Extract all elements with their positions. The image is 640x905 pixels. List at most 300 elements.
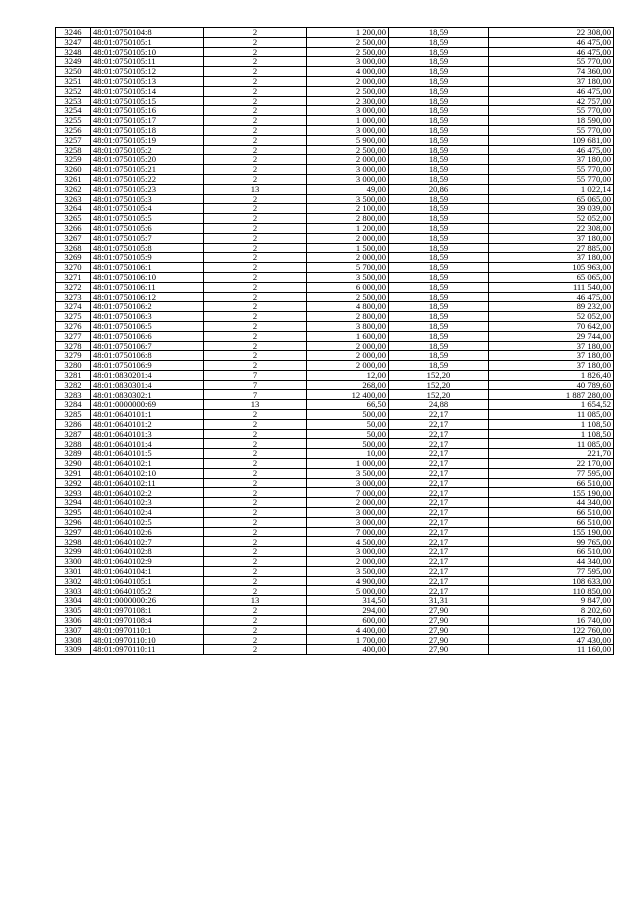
rate-cell: 18,59 bbox=[389, 361, 489, 371]
row-number-cell: 3297 bbox=[56, 527, 91, 537]
area-cell: 3 500,00 bbox=[307, 272, 389, 282]
rate-cell: 18,59 bbox=[389, 272, 489, 282]
row-number-cell: 3301 bbox=[56, 566, 91, 576]
value-cell: 1 108,50 bbox=[489, 429, 614, 439]
cadastral-number-cell: 48:01:0750105:17 bbox=[91, 116, 204, 126]
value-cell: 37 180,00 bbox=[489, 155, 614, 165]
cadastral-number-cell: 48:01:0750106:3 bbox=[91, 312, 204, 322]
category-code-cell: 2 bbox=[204, 214, 307, 224]
row-number-cell: 3291 bbox=[56, 468, 91, 478]
rate-cell: 18,59 bbox=[389, 28, 489, 38]
cadastral-number-cell: 48:01:0750105:6 bbox=[91, 223, 204, 233]
table-row bbox=[56, 498, 614, 508]
row-number-cell: 3309 bbox=[56, 645, 91, 655]
table-row bbox=[56, 272, 614, 282]
table-row bbox=[56, 508, 614, 518]
area-cell: 12,00 bbox=[307, 370, 389, 380]
table-row bbox=[56, 204, 614, 214]
rate-cell: 18,59 bbox=[389, 263, 489, 273]
rate-cell: 22,17 bbox=[389, 508, 489, 518]
cadastral-number-cell: 48:01:0640101:5 bbox=[91, 449, 204, 459]
cadastral-number-cell: 48:01:0640102:11 bbox=[91, 478, 204, 488]
row-number-cell: 3259 bbox=[56, 155, 91, 165]
category-code-cell: 2 bbox=[204, 429, 307, 439]
row-number-cell: 3264 bbox=[56, 204, 91, 214]
row-number-cell: 3260 bbox=[56, 165, 91, 175]
category-code-cell: 2 bbox=[204, 272, 307, 282]
rate-cell: 18,59 bbox=[389, 204, 489, 214]
cadastral-number-cell: 48:01:0750105:22 bbox=[91, 174, 204, 184]
table-row bbox=[56, 517, 614, 527]
area-cell: 3 500,00 bbox=[307, 468, 389, 478]
row-number-cell: 3255 bbox=[56, 116, 91, 126]
cadastral-number-cell: 48:01:0750106:6 bbox=[91, 331, 204, 341]
cadastral-number-cell: 48:01:0640102:4 bbox=[91, 508, 204, 518]
value-cell: 9 847,00 bbox=[489, 596, 614, 606]
row-number-cell: 3256 bbox=[56, 125, 91, 135]
value-cell: 1 826,40 bbox=[489, 370, 614, 380]
area-cell: 294,00 bbox=[307, 606, 389, 616]
rate-cell: 18,59 bbox=[389, 214, 489, 224]
value-cell: 155 190,00 bbox=[489, 527, 614, 537]
area-cell: 2 300,00 bbox=[307, 96, 389, 106]
rate-cell: 22,17 bbox=[389, 586, 489, 596]
rate-cell: 22,17 bbox=[389, 498, 489, 508]
row-number-cell: 3273 bbox=[56, 292, 91, 302]
category-code-cell: 2 bbox=[204, 331, 307, 341]
category-code-cell: 2 bbox=[204, 547, 307, 557]
area-cell: 1 000,00 bbox=[307, 116, 389, 126]
value-cell: 37 180,00 bbox=[489, 253, 614, 263]
table-row bbox=[56, 263, 614, 273]
cadastral-number-cell: 48:01:0830302:1 bbox=[91, 390, 204, 400]
table-row bbox=[56, 116, 614, 126]
table-row bbox=[56, 76, 614, 86]
value-cell: 16 740,00 bbox=[489, 615, 614, 625]
rate-cell: 18,59 bbox=[389, 233, 489, 243]
row-number-cell: 3276 bbox=[56, 321, 91, 331]
category-code-cell: 2 bbox=[204, 449, 307, 459]
table-body bbox=[56, 28, 614, 655]
table-row bbox=[56, 312, 614, 322]
value-cell: 55 770,00 bbox=[489, 165, 614, 175]
value-cell: 46 475,00 bbox=[489, 37, 614, 47]
table-row bbox=[56, 547, 614, 557]
rate-cell: 18,59 bbox=[389, 243, 489, 253]
area-cell: 49,00 bbox=[307, 184, 389, 194]
table-row bbox=[56, 370, 614, 380]
area-cell: 2 000,00 bbox=[307, 233, 389, 243]
area-cell: 1 600,00 bbox=[307, 331, 389, 341]
table-row bbox=[56, 47, 614, 57]
area-cell: 50,00 bbox=[307, 419, 389, 429]
table-row bbox=[56, 233, 614, 243]
table-row bbox=[56, 253, 614, 263]
category-code-cell: 2 bbox=[204, 508, 307, 518]
row-number-cell: 3286 bbox=[56, 419, 91, 429]
rate-cell: 22,17 bbox=[389, 478, 489, 488]
value-cell: 52 052,00 bbox=[489, 214, 614, 224]
table-row bbox=[56, 488, 614, 498]
rate-cell: 18,59 bbox=[389, 312, 489, 322]
area-cell: 2 800,00 bbox=[307, 312, 389, 322]
category-code-cell: 2 bbox=[204, 321, 307, 331]
category-code-cell: 2 bbox=[204, 419, 307, 429]
table-row bbox=[56, 37, 614, 47]
value-cell: 65 065,00 bbox=[489, 272, 614, 282]
area-cell: 4 500,00 bbox=[307, 537, 389, 547]
row-number-cell: 3265 bbox=[56, 214, 91, 224]
category-code-cell: 2 bbox=[204, 439, 307, 449]
row-number-cell: 3282 bbox=[56, 380, 91, 390]
area-cell: 2 500,00 bbox=[307, 145, 389, 155]
value-cell: 29 744,00 bbox=[489, 331, 614, 341]
category-code-cell: 2 bbox=[204, 498, 307, 508]
row-number-cell: 3306 bbox=[56, 615, 91, 625]
cadastral-number-cell: 48:01:0970110:1 bbox=[91, 625, 204, 635]
category-code-cell: 2 bbox=[204, 263, 307, 273]
category-code-cell: 13 bbox=[204, 184, 307, 194]
area-cell: 2 500,00 bbox=[307, 292, 389, 302]
category-code-cell: 2 bbox=[204, 155, 307, 165]
cadastral-number-cell: 48:01:0640101:3 bbox=[91, 429, 204, 439]
category-code-cell: 13 bbox=[204, 400, 307, 410]
area-cell: 3 000,00 bbox=[307, 478, 389, 488]
cadastral-number-cell: 48:01:0750105:7 bbox=[91, 233, 204, 243]
table-row bbox=[56, 410, 614, 420]
table-row bbox=[56, 380, 614, 390]
area-cell: 3 000,00 bbox=[307, 165, 389, 175]
area-cell: 1 000,00 bbox=[307, 459, 389, 469]
row-number-cell: 3258 bbox=[56, 145, 91, 155]
cadastral-number-cell: 48:01:0750105:12 bbox=[91, 67, 204, 77]
cadastral-number-cell: 48:01:0000000:26 bbox=[91, 596, 204, 606]
rate-cell: 18,59 bbox=[389, 165, 489, 175]
category-code-cell: 2 bbox=[204, 566, 307, 576]
cadastral-number-cell: 48:01:0750106:9 bbox=[91, 361, 204, 371]
row-number-cell: 3289 bbox=[56, 449, 91, 459]
row-number-cell: 3293 bbox=[56, 488, 91, 498]
table-row bbox=[56, 586, 614, 596]
cadastral-number-cell: 48:01:0750105:18 bbox=[91, 125, 204, 135]
row-number-cell: 3279 bbox=[56, 351, 91, 361]
category-code-cell: 2 bbox=[204, 635, 307, 645]
area-cell: 268,00 bbox=[307, 380, 389, 390]
area-cell: 1 500,00 bbox=[307, 243, 389, 253]
value-cell: 46 475,00 bbox=[489, 292, 614, 302]
cadastral-number-cell: 48:01:0640102:5 bbox=[91, 517, 204, 527]
category-code-cell: 2 bbox=[204, 645, 307, 655]
value-cell: 1 654,52 bbox=[489, 400, 614, 410]
value-cell: 47 430,00 bbox=[489, 635, 614, 645]
area-cell: 3 000,00 bbox=[307, 106, 389, 116]
cadastral-number-cell: 48:01:0750106:11 bbox=[91, 282, 204, 292]
rate-cell: 22,17 bbox=[389, 517, 489, 527]
rate-cell: 18,59 bbox=[389, 47, 489, 57]
category-code-cell: 2 bbox=[204, 47, 307, 57]
category-code-cell: 2 bbox=[204, 488, 307, 498]
cadastral-number-cell: 48:01:0640102:3 bbox=[91, 498, 204, 508]
area-cell: 3 000,00 bbox=[307, 125, 389, 135]
category-code-cell: 2 bbox=[204, 233, 307, 243]
row-number-cell: 3270 bbox=[56, 263, 91, 273]
category-code-cell: 2 bbox=[204, 96, 307, 106]
category-code-cell: 2 bbox=[204, 361, 307, 371]
cadastral-number-cell: 48:01:0750105:15 bbox=[91, 96, 204, 106]
area-cell: 600,00 bbox=[307, 615, 389, 625]
cadastral-number-cell: 48:01:0830201:4 bbox=[91, 370, 204, 380]
table-row bbox=[56, 67, 614, 77]
area-cell: 7 000,00 bbox=[307, 488, 389, 498]
table-row bbox=[56, 537, 614, 547]
cadastral-number-cell: 48:01:0640101:2 bbox=[91, 419, 204, 429]
rate-cell: 22,17 bbox=[389, 429, 489, 439]
table-row bbox=[56, 28, 614, 38]
area-cell: 3 500,00 bbox=[307, 566, 389, 576]
area-cell: 4 800,00 bbox=[307, 302, 389, 312]
category-code-cell: 13 bbox=[204, 596, 307, 606]
value-cell: 55 770,00 bbox=[489, 106, 614, 116]
rate-cell: 22,17 bbox=[389, 468, 489, 478]
rate-cell: 18,59 bbox=[389, 292, 489, 302]
cadastral-number-cell: 48:01:0640101:4 bbox=[91, 439, 204, 449]
value-cell: 77 595,00 bbox=[489, 566, 614, 576]
cadastral-number-cell: 48:01:0640102:8 bbox=[91, 547, 204, 557]
area-cell: 4 400,00 bbox=[307, 625, 389, 635]
category-code-cell: 2 bbox=[204, 586, 307, 596]
rate-cell: 27,90 bbox=[389, 635, 489, 645]
category-code-cell: 2 bbox=[204, 576, 307, 586]
area-cell: 2 100,00 bbox=[307, 204, 389, 214]
value-cell: 110 850,00 bbox=[489, 586, 614, 596]
cadastral-number-cell: 48:01:0640102:10 bbox=[91, 468, 204, 478]
rate-cell: 27,90 bbox=[389, 625, 489, 635]
row-number-cell: 3272 bbox=[56, 282, 91, 292]
value-cell: 37 180,00 bbox=[489, 351, 614, 361]
row-number-cell: 3252 bbox=[56, 86, 91, 96]
rate-cell: 18,59 bbox=[389, 135, 489, 145]
table-row bbox=[56, 302, 614, 312]
value-cell: 22 170,00 bbox=[489, 459, 614, 469]
cadastral-number-cell: 48:01:0750106:8 bbox=[91, 351, 204, 361]
table-row bbox=[56, 459, 614, 469]
value-cell: 55 770,00 bbox=[489, 174, 614, 184]
category-code-cell: 2 bbox=[204, 282, 307, 292]
category-code-cell: 2 bbox=[204, 478, 307, 488]
rate-cell: 18,59 bbox=[389, 106, 489, 116]
rate-cell: 22,17 bbox=[389, 459, 489, 469]
rate-cell: 22,17 bbox=[389, 537, 489, 547]
cadastral-number-cell: 48:01:0750106:1 bbox=[91, 263, 204, 273]
cadastral-number-cell: 48:01:0750105:2 bbox=[91, 145, 204, 155]
value-cell: 108 633,00 bbox=[489, 576, 614, 586]
value-cell: 18 590,00 bbox=[489, 116, 614, 126]
rate-cell: 18,59 bbox=[389, 331, 489, 341]
cadastral-number-cell: 48:01:0640102:9 bbox=[91, 557, 204, 567]
row-number-cell: 3307 bbox=[56, 625, 91, 635]
table-row bbox=[56, 321, 614, 331]
rate-cell: 18,59 bbox=[389, 96, 489, 106]
row-number-cell: 3253 bbox=[56, 96, 91, 106]
area-cell: 500,00 bbox=[307, 439, 389, 449]
row-number-cell: 3283 bbox=[56, 390, 91, 400]
rate-cell: 27,90 bbox=[389, 645, 489, 655]
table-row bbox=[56, 292, 614, 302]
category-code-cell: 2 bbox=[204, 302, 307, 312]
area-cell: 5 700,00 bbox=[307, 263, 389, 273]
cadastral-number-cell: 48:01:0750105:14 bbox=[91, 86, 204, 96]
cadastral-number-cell: 48:01:0750105:10 bbox=[91, 47, 204, 57]
rate-cell: 18,59 bbox=[389, 76, 489, 86]
row-number-cell: 3281 bbox=[56, 370, 91, 380]
rate-cell: 18,59 bbox=[389, 223, 489, 233]
row-number-cell: 3257 bbox=[56, 135, 91, 145]
cadastral-number-cell: 48:01:0750105:11 bbox=[91, 57, 204, 67]
row-number-cell: 3261 bbox=[56, 174, 91, 184]
row-number-cell: 3296 bbox=[56, 517, 91, 527]
rate-cell: 22,17 bbox=[389, 576, 489, 586]
rate-cell: 152,20 bbox=[389, 370, 489, 380]
row-number-cell: 3298 bbox=[56, 537, 91, 547]
category-code-cell: 7 bbox=[204, 390, 307, 400]
table-row bbox=[56, 165, 614, 175]
table-row bbox=[56, 557, 614, 567]
area-cell: 3 000,00 bbox=[307, 174, 389, 184]
cadastral-number-cell: 48:01:0750105:13 bbox=[91, 76, 204, 86]
area-cell: 314,50 bbox=[307, 596, 389, 606]
row-number-cell: 3248 bbox=[56, 47, 91, 57]
value-cell: 46 475,00 bbox=[489, 47, 614, 57]
rate-cell: 18,59 bbox=[389, 282, 489, 292]
category-code-cell: 2 bbox=[204, 243, 307, 253]
area-cell: 1 200,00 bbox=[307, 223, 389, 233]
category-code-cell: 2 bbox=[204, 459, 307, 469]
value-cell: 74 360,00 bbox=[489, 67, 614, 77]
category-code-cell: 2 bbox=[204, 625, 307, 635]
value-cell: 55 770,00 bbox=[489, 125, 614, 135]
area-cell: 3 000,00 bbox=[307, 508, 389, 518]
row-number-cell: 3275 bbox=[56, 312, 91, 322]
cadastral-number-cell: 48:01:0750104:8 bbox=[91, 28, 204, 38]
area-cell: 10,00 bbox=[307, 449, 389, 459]
category-code-cell: 2 bbox=[204, 253, 307, 263]
cadastral-number-cell: 48:01:0750105:23 bbox=[91, 184, 204, 194]
category-code-cell: 2 bbox=[204, 165, 307, 175]
rate-cell: 24,88 bbox=[389, 400, 489, 410]
table-row bbox=[56, 86, 614, 96]
cadastral-number-cell: 48:01:0750105:1 bbox=[91, 37, 204, 47]
category-code-cell: 2 bbox=[204, 116, 307, 126]
row-number-cell: 3266 bbox=[56, 223, 91, 233]
row-number-cell: 3285 bbox=[56, 410, 91, 420]
table-row bbox=[56, 243, 614, 253]
area-cell: 400,00 bbox=[307, 645, 389, 655]
area-cell: 4 900,00 bbox=[307, 576, 389, 586]
cadastral-number-cell: 48:01:0970108:4 bbox=[91, 615, 204, 625]
table-row bbox=[56, 527, 614, 537]
cadastral-number-cell: 48:01:0640102:6 bbox=[91, 527, 204, 537]
row-number-cell: 3304 bbox=[56, 596, 91, 606]
row-number-cell: 3300 bbox=[56, 557, 91, 567]
rate-cell: 152,20 bbox=[389, 380, 489, 390]
rate-cell: 18,59 bbox=[389, 174, 489, 184]
value-cell: 99 765,00 bbox=[489, 537, 614, 547]
rate-cell: 18,59 bbox=[389, 194, 489, 204]
category-code-cell: 2 bbox=[204, 28, 307, 38]
rate-cell: 18,59 bbox=[389, 86, 489, 96]
rate-cell: 18,59 bbox=[389, 67, 489, 77]
area-cell: 2 500,00 bbox=[307, 86, 389, 96]
row-number-cell: 3263 bbox=[56, 194, 91, 204]
value-cell: 122 760,00 bbox=[489, 625, 614, 635]
rate-cell: 22,17 bbox=[389, 566, 489, 576]
table-row bbox=[56, 341, 614, 351]
cadastral-number-cell: 48:01:0830301:4 bbox=[91, 380, 204, 390]
cadastral-number-cell: 48:01:0970108:1 bbox=[91, 606, 204, 616]
area-cell: 2 000,00 bbox=[307, 557, 389, 567]
value-cell: 27 885,00 bbox=[489, 243, 614, 253]
rate-cell: 22,17 bbox=[389, 488, 489, 498]
cadastral-number-cell: 48:01:0750105:16 bbox=[91, 106, 204, 116]
table-row bbox=[56, 361, 614, 371]
table-row bbox=[56, 625, 614, 635]
cadastral-number-cell: 48:01:0750105:8 bbox=[91, 243, 204, 253]
rate-cell: 22,17 bbox=[389, 419, 489, 429]
rate-cell: 18,59 bbox=[389, 321, 489, 331]
value-cell: 66 510,00 bbox=[489, 478, 614, 488]
value-cell: 1 022,14 bbox=[489, 184, 614, 194]
rate-cell: 22,17 bbox=[389, 439, 489, 449]
table-row bbox=[56, 596, 614, 606]
area-cell: 2 000,00 bbox=[307, 155, 389, 165]
area-cell: 2 000,00 bbox=[307, 361, 389, 371]
table-row bbox=[56, 390, 614, 400]
rate-cell: 18,59 bbox=[389, 57, 489, 67]
row-number-cell: 3262 bbox=[56, 184, 91, 194]
value-cell: 66 510,00 bbox=[489, 508, 614, 518]
row-number-cell: 3288 bbox=[56, 439, 91, 449]
row-number-cell: 3267 bbox=[56, 233, 91, 243]
area-cell: 7 000,00 bbox=[307, 527, 389, 537]
cadastral-number-cell: 48:01:0750105:4 bbox=[91, 204, 204, 214]
value-cell: 105 963,00 bbox=[489, 263, 614, 273]
area-cell: 2 800,00 bbox=[307, 214, 389, 224]
category-code-cell: 2 bbox=[204, 615, 307, 625]
value-cell: 111 540,00 bbox=[489, 282, 614, 292]
table-row bbox=[56, 566, 614, 576]
value-cell: 70 642,00 bbox=[489, 321, 614, 331]
value-cell: 221,70 bbox=[489, 449, 614, 459]
rate-cell: 18,59 bbox=[389, 116, 489, 126]
area-cell: 6 000,00 bbox=[307, 282, 389, 292]
category-code-cell: 2 bbox=[204, 557, 307, 567]
table-row bbox=[56, 478, 614, 488]
cadastral-number-cell: 48:01:0640104:1 bbox=[91, 566, 204, 576]
value-cell: 39 039,00 bbox=[489, 204, 614, 214]
table-row bbox=[56, 439, 614, 449]
rate-cell: 18,59 bbox=[389, 145, 489, 155]
row-number-cell: 3302 bbox=[56, 576, 91, 586]
cadastral-number-cell: 48:01:0750106:10 bbox=[91, 272, 204, 282]
row-number-cell: 3247 bbox=[56, 37, 91, 47]
row-number-cell: 3269 bbox=[56, 253, 91, 263]
cadastral-number-cell: 48:01:0000000:69 bbox=[91, 400, 204, 410]
value-cell: 37 180,00 bbox=[489, 233, 614, 243]
value-cell: 155 190,00 bbox=[489, 488, 614, 498]
table-row bbox=[56, 468, 614, 478]
rate-cell: 22,17 bbox=[389, 557, 489, 567]
rate-cell: 18,59 bbox=[389, 155, 489, 165]
